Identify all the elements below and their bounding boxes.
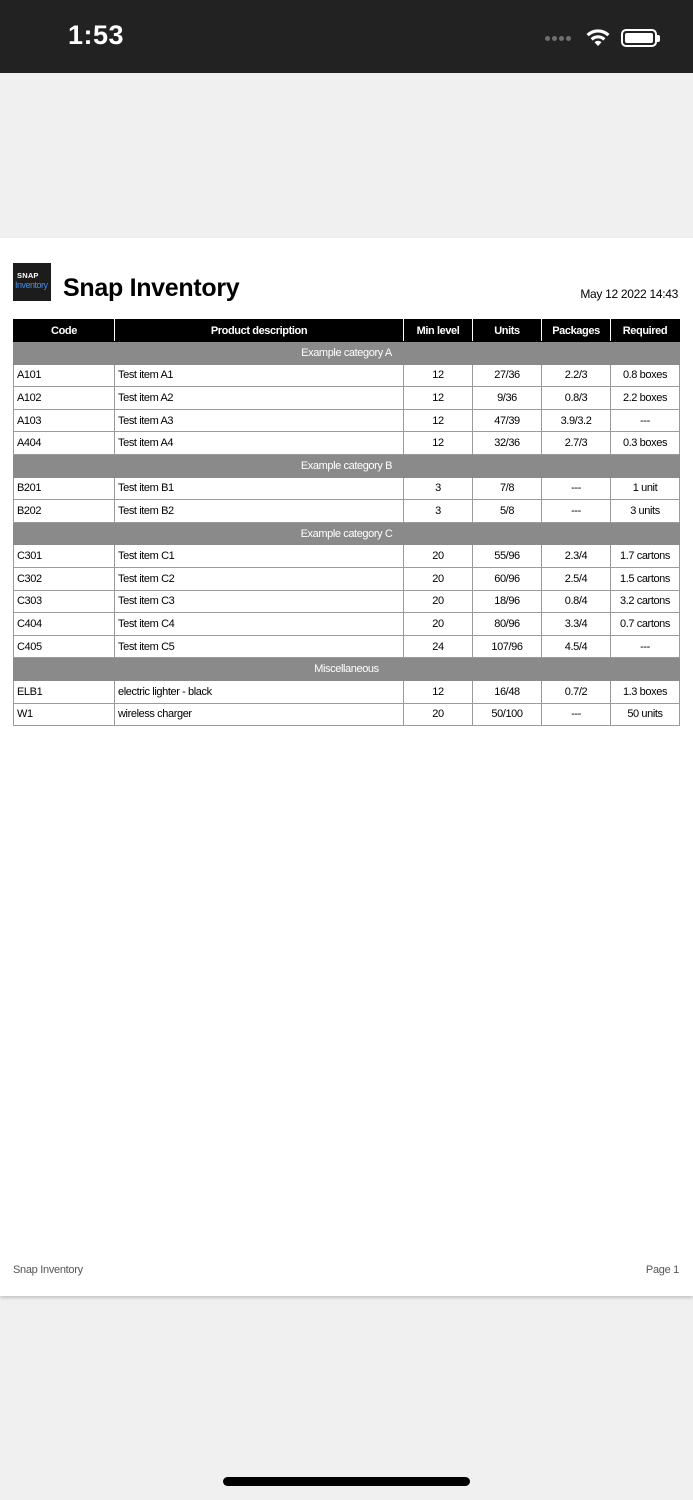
column-header-packages: Packages	[542, 320, 611, 342]
cell-min-level: 20	[404, 703, 473, 726]
cell-packages: 0.8/3	[542, 387, 611, 410]
status-time: 1:53	[68, 20, 125, 50]
cell-packages: 0.7/2	[542, 680, 611, 703]
cell-units: 47/39	[473, 409, 542, 432]
category-label: Example category C	[14, 522, 680, 545]
cell-required: 1 unit	[611, 477, 680, 500]
cell-description: Test item B2	[115, 500, 404, 523]
category-row	[14, 454, 680, 477]
cell-required: 0.8 boxes	[611, 364, 680, 387]
cell-units: 9/36	[473, 387, 542, 410]
table-row[interactable]	[14, 409, 680, 432]
cell-required: 3.2 cartons	[611, 590, 680, 613]
cell-required: ---	[611, 635, 680, 658]
footer-app-name: Snap Inventory	[13, 1264, 83, 1276]
cell-units: 27/36	[473, 364, 542, 387]
cell-description: Test item C3	[115, 590, 404, 613]
category-row	[14, 522, 680, 545]
column-header-required: Required	[611, 320, 680, 342]
table-row[interactable]	[14, 500, 680, 523]
report-title: Snap Inventory	[63, 274, 240, 302]
wifi-icon	[585, 28, 611, 48]
cell-units: 50/100	[473, 703, 542, 726]
cell-code: B201	[14, 477, 115, 500]
category-label: Example category B	[14, 454, 680, 477]
cell-packages: 2.7/3	[542, 432, 611, 455]
cell-code: ELB1	[14, 680, 115, 703]
cell-packages: ---	[542, 477, 611, 500]
cell-units: 107/96	[473, 635, 542, 658]
cell-required: 0.7 cartons	[611, 613, 680, 636]
cell-code: C303	[14, 590, 115, 613]
report-date: May 12 2022 14:43	[580, 287, 678, 301]
cell-description: Test item C1	[115, 545, 404, 568]
cell-units: 60/96	[473, 567, 542, 590]
cell-min-level: 20	[404, 590, 473, 613]
table-row[interactable]	[14, 635, 680, 658]
cell-units: 5/8	[473, 500, 542, 523]
footer-page-number: Page 1	[645, 1264, 679, 1276]
cell-packages: 2.5/4	[542, 567, 611, 590]
cell-min-level: 24	[404, 635, 473, 658]
cell-min-level: 3	[404, 500, 473, 523]
cell-packages: ---	[542, 500, 611, 523]
cell-min-level: 12	[404, 680, 473, 703]
cell-required: ---	[611, 409, 680, 432]
cell-code: C404	[14, 613, 115, 636]
cell-required: 0.3 boxes	[611, 432, 680, 455]
cell-min-level: 12	[404, 432, 473, 455]
table-row[interactable]	[14, 432, 680, 455]
cell-required: 1.3 boxes	[611, 680, 680, 703]
cell-code: B202	[14, 500, 115, 523]
table-row[interactable]	[14, 477, 680, 500]
cell-packages: 2.2/3	[542, 364, 611, 387]
cell-min-level: 12	[404, 364, 473, 387]
cell-packages: 4.5/4	[542, 635, 611, 658]
cell-description: Test item A2	[115, 387, 404, 410]
cell-required: 3 units	[611, 500, 680, 523]
logo-line2: Inventory	[15, 280, 48, 290]
status-icons	[545, 24, 657, 52]
column-header-units: Units	[473, 320, 542, 342]
table-body	[14, 342, 680, 726]
cell-min-level: 20	[404, 545, 473, 568]
signal-icon	[545, 36, 571, 41]
column-header-description: Product description	[115, 320, 404, 342]
cell-description: Test item C2	[115, 567, 404, 590]
cell-units: 16/48	[473, 680, 542, 703]
cell-packages: ---	[542, 703, 611, 726]
table-row[interactable]	[14, 545, 680, 568]
cell-min-level: 12	[404, 409, 473, 432]
cell-units: 80/96	[473, 613, 542, 636]
cell-code: C405	[14, 635, 115, 658]
cell-min-level: 20	[404, 567, 473, 590]
column-header-min-level: Min level	[404, 320, 473, 342]
table-row[interactable]	[14, 364, 680, 387]
cell-packages: 3.3/4	[542, 613, 611, 636]
logo-line1: SNAP	[17, 271, 39, 280]
home-indicator[interactable]	[223, 1477, 470, 1486]
app-logo	[13, 263, 51, 301]
cell-min-level: 12	[404, 387, 473, 410]
table-row[interactable]	[14, 590, 680, 613]
cell-code: A101	[14, 364, 115, 387]
inventory-table	[13, 319, 680, 726]
table-row[interactable]	[14, 387, 680, 410]
cell-description: Test item A3	[115, 409, 404, 432]
battery-icon	[621, 29, 657, 47]
cell-code: A103	[14, 409, 115, 432]
table-row[interactable]	[14, 680, 680, 703]
table-row[interactable]	[14, 567, 680, 590]
cell-required: 1.7 cartons	[611, 545, 680, 568]
cell-description: Test item A1	[115, 364, 404, 387]
category-label: Example category A	[14, 342, 680, 365]
cell-units: 7/8	[473, 477, 542, 500]
cell-description: Test item C4	[115, 613, 404, 636]
cell-packages: 0.8/4	[542, 590, 611, 613]
cell-required: 50 units	[611, 703, 680, 726]
cell-code: C302	[14, 567, 115, 590]
cell-description: wireless charger	[115, 703, 404, 726]
cell-code: A404	[14, 432, 115, 455]
cell-min-level: 20	[404, 613, 473, 636]
cell-description: Test item C5	[115, 635, 404, 658]
cell-required: 2.2 boxes	[611, 387, 680, 410]
table-row[interactable]	[14, 703, 680, 726]
cell-min-level: 3	[404, 477, 473, 500]
category-row	[14, 342, 680, 365]
cell-code: C301	[14, 545, 115, 568]
table-row[interactable]	[14, 613, 680, 636]
cell-code: A102	[14, 387, 115, 410]
cell-description: Test item A4	[115, 432, 404, 455]
category-label: Miscellaneous	[14, 658, 680, 681]
cell-description: electric lighter - black	[115, 680, 404, 703]
cell-units: 32/36	[473, 432, 542, 455]
cell-code: W1	[14, 703, 115, 726]
cell-required: 1.5 cartons	[611, 567, 680, 590]
status-bar	[0, 0, 693, 73]
category-row	[14, 658, 680, 681]
cell-units: 55/96	[473, 545, 542, 568]
cell-units: 18/96	[473, 590, 542, 613]
table-header-row	[14, 320, 680, 342]
cell-packages: 2.3/4	[542, 545, 611, 568]
column-header-code: Code	[14, 320, 115, 342]
cell-packages: 3.9/3.2	[542, 409, 611, 432]
report-page	[0, 238, 693, 1296]
cell-description: Test item B1	[115, 477, 404, 500]
